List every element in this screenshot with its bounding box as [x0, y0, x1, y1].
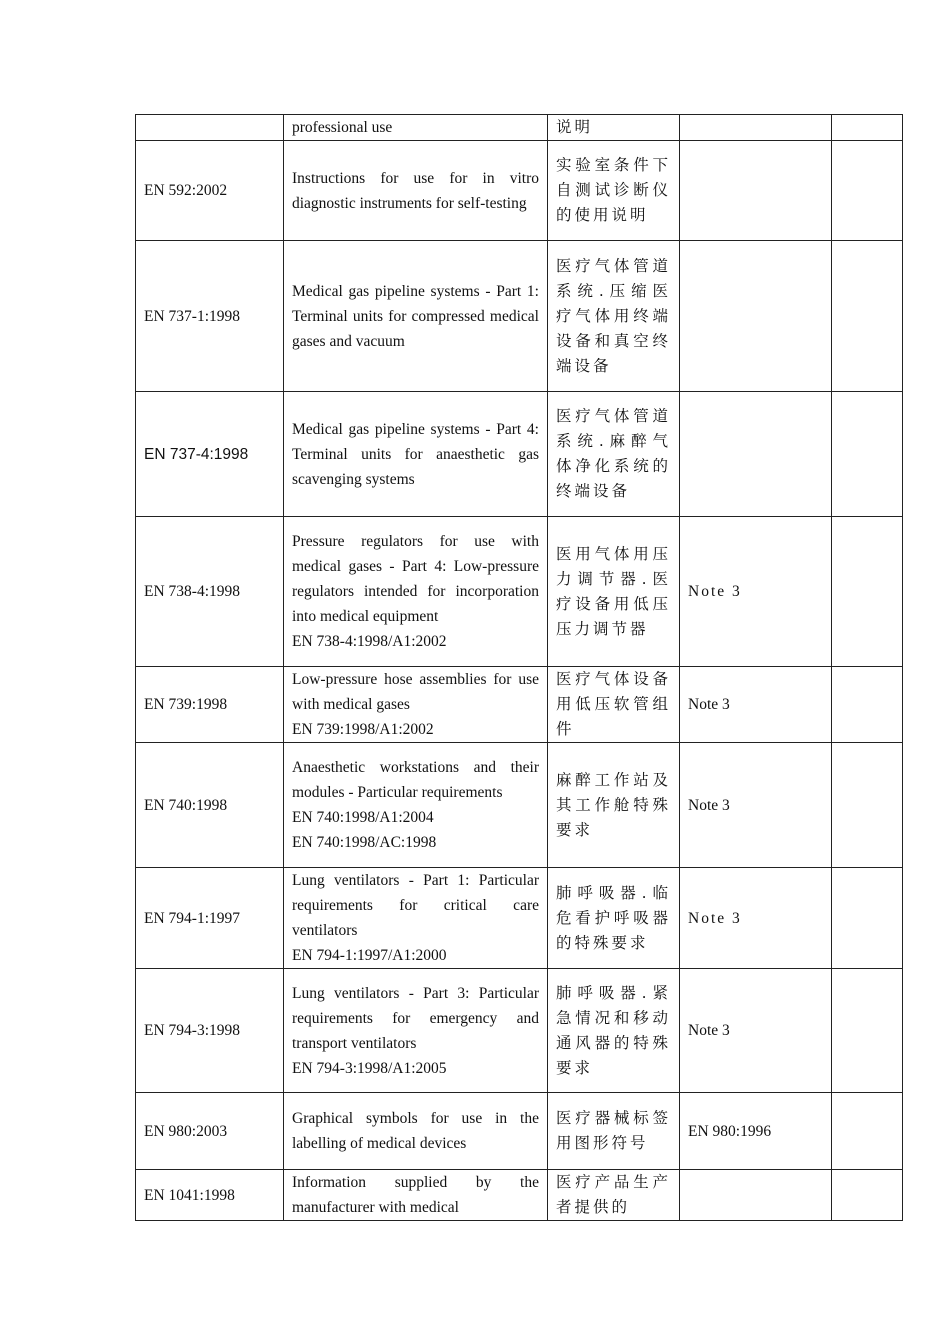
table-row: [136, 392, 903, 517]
chinese-title: 医疗气体设备用低压软管组件: [548, 667, 680, 743]
empty-cell: [832, 115, 903, 141]
empty-cell: [832, 868, 903, 969]
standard-code: EN 737-1:1998: [136, 241, 284, 392]
standard-title: [284, 667, 548, 743]
note-cell: Note 3: [680, 517, 832, 667]
chinese-title: 麻醉工作站及其工作舱特殊要求: [548, 743, 680, 868]
chinese-title: 医疗气体管道系统.压缩医疗气体用终端设备和真空终端设备: [548, 241, 680, 392]
chinese-title: 说明: [548, 115, 680, 141]
standard-title: [284, 969, 548, 1093]
chinese-title: 医疗气体管道系统.麻醉气体净化系统的终端设备: [548, 392, 680, 517]
standard-code: EN 794-3:1998: [136, 969, 284, 1093]
empty-cell: [832, 141, 903, 241]
empty-cell: [832, 667, 903, 743]
title-line: Graphical symbols for use in the labelling of medical devices: [292, 1110, 539, 1152]
note-cell: Note 3: [680, 743, 832, 868]
title-line: EN 794-3:1998/A1:2005: [292, 1059, 447, 1077]
title-line: professional use: [292, 119, 393, 136]
chinese-title: 肺呼吸器.紧急情况和移动通风器的特殊要求: [548, 969, 680, 1093]
title-line: Lung ventilators - Part 1: Particular requirements for critical care ventilators: [292, 872, 539, 939]
note-cell: Note 3: [680, 969, 832, 1093]
standard-title: [284, 1170, 548, 1221]
standard-code: EN 740:1998: [136, 743, 284, 868]
title-line: Medical gas pipeline systems - Part 4: Terminal units for anaesthetic gas scavenging systems: [292, 420, 539, 488]
empty-cell: [832, 517, 903, 667]
standard-title: [284, 743, 548, 868]
chinese-title: 医用气体用压力调节器.医疗设备用低压压力调节器: [548, 517, 680, 667]
table-row: [136, 115, 903, 141]
empty-cell: [832, 969, 903, 1093]
table-row: [136, 868, 903, 969]
chinese-title: 肺呼吸器.临危看护呼吸器的特殊要求: [548, 868, 680, 969]
chinese-title: 医疗器械标签用图形符号: [548, 1093, 680, 1170]
title-line: EN 740:1998/A1:2004: [292, 809, 434, 826]
title-line: EN 739:1998/A1:2002: [292, 721, 434, 738]
standards-table: [135, 114, 903, 1221]
note-cell: [680, 115, 832, 141]
table-row: [136, 667, 903, 743]
title-line: Instructions for use for in vitro diagnostic instruments for self-testing: [292, 169, 539, 212]
standard-code: EN 1041:1998: [136, 1170, 284, 1221]
table-row: [136, 743, 903, 868]
standard-title: [284, 868, 548, 969]
empty-cell: [832, 743, 903, 868]
empty-cell: [832, 1093, 903, 1170]
note-cell: Note 3: [680, 868, 832, 969]
standard-title: [284, 115, 548, 141]
standard-title: [284, 241, 548, 392]
note-cell: [680, 1170, 832, 1221]
standard-code: [136, 115, 284, 141]
standard-title: [284, 392, 548, 517]
note-cell: [680, 392, 832, 517]
title-line: EN 794-1:1997/A1:2000: [292, 947, 447, 964]
standard-code: EN 737-4:1998: [136, 392, 284, 517]
standard-title: [284, 141, 548, 241]
title-line: Lung ventilators - Part 3: Particular requirements for emergency and transport ventilators: [292, 984, 539, 1052]
title-line: EN 738-4:1998/A1:2002: [292, 633, 447, 650]
table-row: [136, 1170, 903, 1221]
empty-cell: [832, 241, 903, 392]
table-row: [136, 1093, 903, 1170]
title-line: Low-pressure hose assemblies for use with medical gases: [292, 671, 539, 713]
standard-title: [284, 517, 548, 667]
empty-cell: [832, 1170, 903, 1221]
standard-code: EN 739:1998: [136, 667, 284, 743]
table-row: [136, 241, 903, 392]
title-line: Anaesthetic workstations and their modules - Particular requirements: [292, 759, 539, 801]
title-line: EN 740:1998/AC:1998: [292, 834, 437, 851]
note-cell: [680, 141, 832, 241]
chinese-title: 实验室条件下自测试诊断仪的使用说明: [548, 141, 680, 241]
title-line: Information supplied by the manufacturer with medical: [292, 1174, 539, 1216]
table-row: [136, 141, 903, 241]
table-row: [136, 517, 903, 667]
standard-code: EN 592:2002: [136, 141, 284, 241]
standard-code: EN 738-4:1998: [136, 517, 284, 667]
title-line: Medical gas pipeline systems - Part 1: Terminal units for compressed medical gases and vacuum: [292, 282, 539, 350]
empty-cell: [832, 392, 903, 517]
standard-code: EN 980:2003: [136, 1093, 284, 1170]
standard-title: [284, 1093, 548, 1170]
note-cell: EN 980:1996: [680, 1093, 832, 1170]
table-row: [136, 969, 903, 1093]
title-line: Pressure regulators for use with medical gases - Part 4: Low-pressure regulators intended for incorporation into medical equipment: [292, 533, 539, 625]
chinese-title: 医疗产品生产者提供的: [548, 1170, 680, 1221]
standard-code: EN 794-1:1997: [136, 868, 284, 969]
note-cell: [680, 241, 832, 392]
note-cell: Note 3: [680, 667, 832, 743]
